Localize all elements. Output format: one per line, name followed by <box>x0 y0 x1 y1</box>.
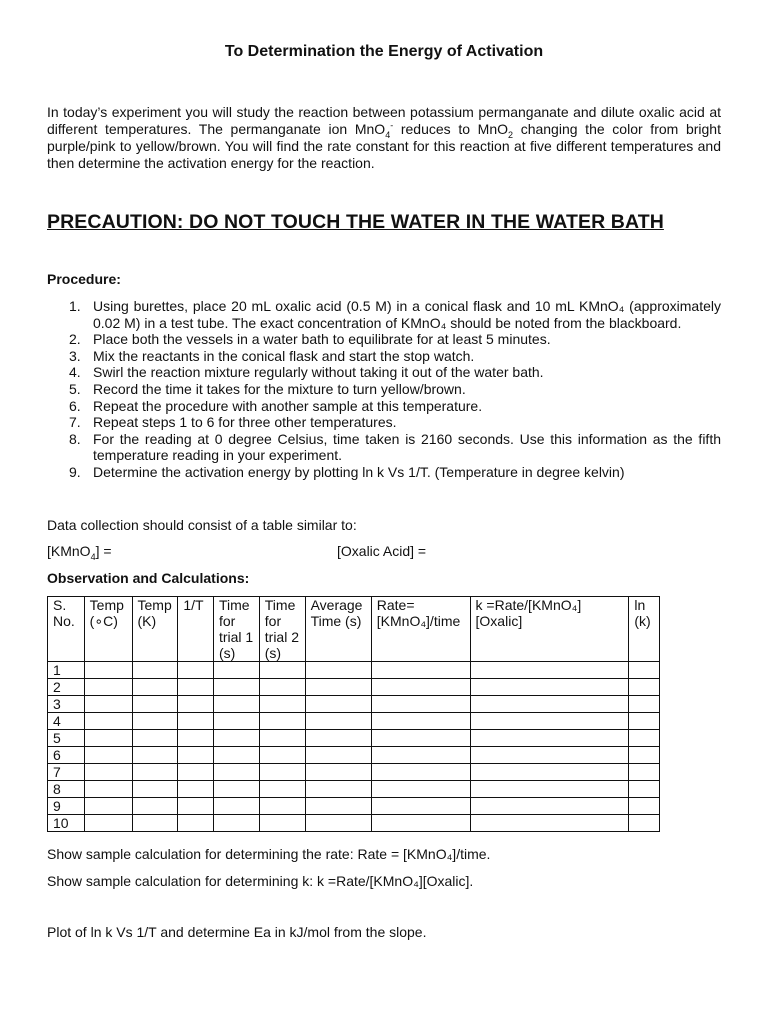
table-cell <box>84 815 132 832</box>
intro-text-3: changing the color from bright purple/pink to yellow/brown. You will find the rate constant for this reaction at five different temperatures and then determine the activation energy for the reaction. <box>47 121 721 171</box>
table-cell <box>84 713 132 730</box>
table-cell <box>371 747 470 764</box>
step-text: Repeat the procedure with another sample at this temperature. <box>93 397 483 414</box>
col-header: S. No. <box>48 597 85 662</box>
table-cell <box>84 679 132 696</box>
table-cell <box>259 713 305 730</box>
table-cell <box>132 696 178 713</box>
row-number: 4 <box>48 713 85 730</box>
table-cell <box>259 798 305 815</box>
table-cell <box>259 781 305 798</box>
table-cell <box>371 815 470 832</box>
table-row <box>48 662 660 679</box>
step-text: Using burettes, place 20 mL oxalic acid (0.5 M) in a conical flask and 10 mL KMnO₄ (approximately 0.02 M) in a test tube. The exact concentration of KMnO₄ should be noted from the blackboard. <box>93 298 721 331</box>
table-cell <box>132 730 178 747</box>
table-cell <box>178 781 214 798</box>
table-cell <box>178 730 214 747</box>
table-cell <box>132 713 178 730</box>
table-cell <box>84 798 132 815</box>
procedure-step <box>47 464 721 481</box>
row-number: 10 <box>48 815 85 832</box>
table-cell <box>470 662 629 679</box>
document-title: To Determination the Energy of Activation <box>224 43 544 60</box>
kmno4-label-end: ] = <box>95 543 112 559</box>
table-cell <box>178 764 214 781</box>
table-cell <box>305 696 371 713</box>
table-header-row <box>48 597 660 662</box>
step-number: 5. <box>69 380 81 397</box>
row-number: 9 <box>48 798 85 815</box>
table-cell <box>371 730 470 747</box>
table-cell <box>629 696 660 713</box>
row-number: 2 <box>48 679 85 696</box>
table-cell <box>213 696 259 713</box>
table-cell <box>259 662 305 679</box>
col-header: Time for trial 2 (s) <box>259 597 305 662</box>
intro-sub-2: 2 <box>508 129 514 140</box>
table-cell <box>213 662 259 679</box>
table-cell <box>470 713 629 730</box>
table-cell <box>178 798 214 815</box>
table-row <box>48 730 660 747</box>
table-cell <box>213 679 259 696</box>
procedure-step <box>47 398 721 415</box>
table-cell <box>629 662 660 679</box>
oxalic-concentration-label: [Oxalic Acid] = <box>337 543 427 559</box>
sample-k-text: Show sample calculation for determining k: k =Rate/[KMnO₄][Oxalic]. <box>47 873 474 889</box>
sample-rate-text: Show sample calculation for determining the rate: Rate = [KMnO₄]/time. <box>47 846 491 862</box>
table-row <box>48 815 660 832</box>
procedure-step <box>47 431 721 464</box>
intro-paragraph <box>47 104 721 172</box>
procedure-step <box>47 331 721 348</box>
table-cell <box>470 747 629 764</box>
row-number: 6 <box>48 747 85 764</box>
table-cell <box>470 781 629 798</box>
table-row <box>48 798 660 815</box>
procedure-step <box>47 414 721 431</box>
table-cell <box>371 764 470 781</box>
table-cell <box>132 798 178 815</box>
procedure-step <box>47 298 721 331</box>
table-cell <box>84 662 132 679</box>
table-cell <box>629 798 660 815</box>
table-cell <box>213 764 259 781</box>
table-row <box>48 696 660 713</box>
table-cell <box>629 764 660 781</box>
step-number: 3. <box>69 347 81 364</box>
observation-table <box>47 596 660 832</box>
table-cell <box>629 815 660 832</box>
table-cell <box>470 798 629 815</box>
table-cell <box>132 747 178 764</box>
table-row <box>48 747 660 764</box>
row-number: 5 <box>48 730 85 747</box>
step-text: Determine the activation energy by plotting ln k Vs 1/T. (Temperature in degree kelvin) <box>93 463 625 480</box>
table-row <box>48 679 660 696</box>
table-cell <box>305 730 371 747</box>
step-number: 6. <box>69 397 81 414</box>
step-text: Record the time it takes for the mixture to turn yellow/brown. <box>93 380 466 397</box>
kmno4-concentration-label <box>47 543 112 562</box>
table-cell <box>305 781 371 798</box>
table-cell <box>371 679 470 696</box>
col-header: Temp (∘C) <box>84 597 132 662</box>
row-number: 3 <box>48 696 85 713</box>
table-cell <box>213 781 259 798</box>
table-cell <box>371 781 470 798</box>
step-text: Swirl the reaction mixture regularly without taking it out of the water bath. <box>93 364 544 381</box>
table-cell <box>213 730 259 747</box>
table-cell <box>371 662 470 679</box>
step-text: For the reading at 0 degree Celsius, time taken is 2160 seconds. Use this information as the fifth temperature reading in your experiment. <box>93 430 721 464</box>
table-cell <box>178 747 214 764</box>
table-cell <box>213 713 259 730</box>
table-cell <box>84 730 132 747</box>
table-cell <box>132 662 178 679</box>
plot-instruction-text: Plot of ln k Vs 1/T and determine Ea in kJ/mol from the slope. <box>47 924 427 940</box>
table-cell <box>305 815 371 832</box>
table-cell <box>178 696 214 713</box>
table-cell <box>178 679 214 696</box>
procedure-step <box>47 381 721 398</box>
intro-text-2: reduces to MnO <box>393 121 509 137</box>
intro-text-1: In today’s experiment you will study the reaction between potassium permanganate and dilute oxalic acid at different temperatures. The permanganate ion MnO <box>47 104 721 137</box>
table-cell <box>213 815 259 832</box>
table-cell <box>259 679 305 696</box>
table-cell <box>305 662 371 679</box>
col-header: Rate= [KMnO₄]/time <box>371 597 470 662</box>
table-cell <box>178 662 214 679</box>
table-cell <box>629 781 660 798</box>
table-cell <box>470 679 629 696</box>
precaution-heading: PRECAUTION: DO NOT TOUCH THE WATER IN THE WATER BATH <box>47 211 664 233</box>
col-header: Average Time (s) <box>305 597 371 662</box>
table-cell <box>371 696 470 713</box>
table-cell <box>629 679 660 696</box>
step-number: 2. <box>69 331 81 348</box>
table-cell <box>84 696 132 713</box>
table-cell <box>178 713 214 730</box>
table-cell <box>132 764 178 781</box>
table-cell <box>132 815 178 832</box>
table-cell <box>629 747 660 764</box>
table-cell <box>259 747 305 764</box>
step-text: Place both the vessels in a water bath to equilibrate for at least 5 minutes. <box>93 331 551 348</box>
table-cell <box>213 747 259 764</box>
step-number: 4. <box>69 364 81 381</box>
step-text: Repeat steps 1 to 6 for three other temperatures. <box>93 414 397 431</box>
col-header: k =Rate/[KMnO₄][Oxalic] <box>470 597 629 662</box>
table-cell <box>629 713 660 730</box>
col-header: Temp (K) <box>132 597 178 662</box>
table-cell <box>178 815 214 832</box>
table-cell <box>470 696 629 713</box>
col-header: 1/T <box>178 597 214 662</box>
table-cell <box>305 747 371 764</box>
table-cell <box>629 730 660 747</box>
table-cell <box>305 679 371 696</box>
step-number: 1. <box>69 298 81 314</box>
table-cell <box>470 815 629 832</box>
observation-heading: Observation and Calculations: <box>47 570 250 586</box>
table-row <box>48 713 660 730</box>
table-cell <box>371 798 470 815</box>
step-text: Mix the reactants in the conical flask and start the stop watch. <box>93 347 475 364</box>
table-cell <box>132 679 178 696</box>
table-cell <box>84 747 132 764</box>
col-header: ln (k) <box>629 597 660 662</box>
kmno4-label-text: [KMnO <box>47 543 91 559</box>
intro-sup-1: - <box>390 120 394 131</box>
table-row <box>48 764 660 781</box>
col-header: Time for trial 1 (s) <box>213 597 259 662</box>
procedure-step <box>47 348 721 365</box>
table-cell <box>470 730 629 747</box>
table-cell <box>305 764 371 781</box>
procedure-steps <box>47 298 721 481</box>
step-number: 8. <box>69 430 81 447</box>
table-cell <box>213 798 259 815</box>
procedure-step <box>47 364 721 381</box>
table-cell <box>371 713 470 730</box>
table-cell <box>305 798 371 815</box>
table-cell <box>259 696 305 713</box>
table-cell <box>259 815 305 832</box>
row-number: 8 <box>48 781 85 798</box>
kmno4-label-sub: 4 <box>90 551 96 562</box>
table-cell <box>470 764 629 781</box>
table-cell <box>305 713 371 730</box>
table-row <box>48 781 660 798</box>
table-cell <box>84 764 132 781</box>
step-number: 7. <box>69 414 81 431</box>
row-number: 1 <box>48 662 85 679</box>
step-number: 9. <box>69 463 81 480</box>
procedure-heading: Procedure: <box>47 271 121 287</box>
table-cell <box>132 781 178 798</box>
data-collection-text: Data collection should consist of a table similar to: <box>47 517 357 533</box>
table-cell <box>259 764 305 781</box>
row-number: 7 <box>48 764 85 781</box>
table-cell <box>259 730 305 747</box>
table-cell <box>84 781 132 798</box>
intro-sub-1: 4 <box>385 129 391 140</box>
